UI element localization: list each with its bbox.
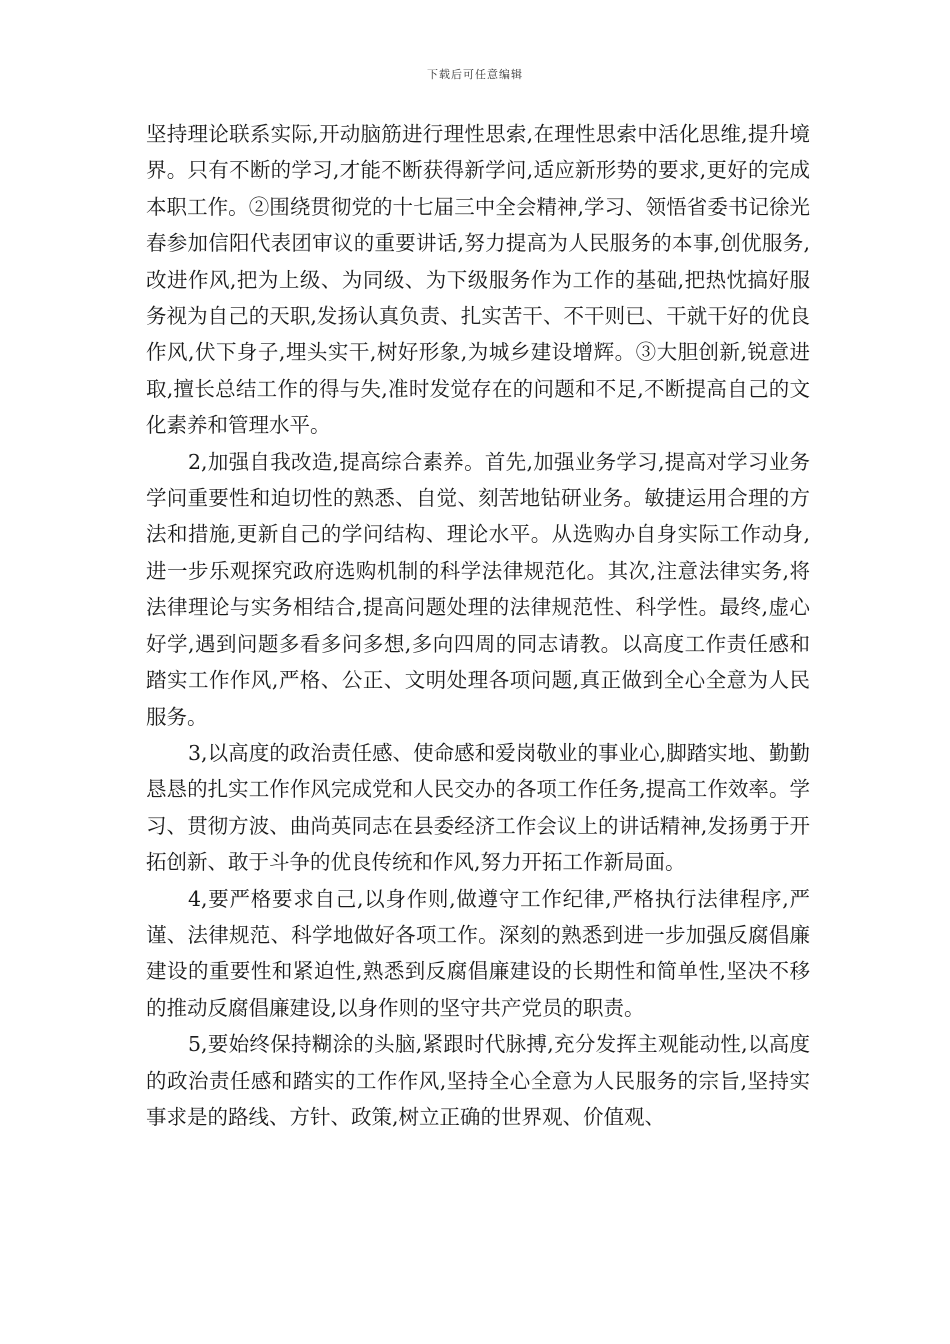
- paragraph-item-5: 5,要始终保持糊涂的头脑,紧跟时代脉搏,充分发挥主观能动性,以高度的政治责任感和踏实的工作作风,坚持全心全意为人民服务的宗旨,坚持实事求是的路线、方针、政策,树立正确的世界观、价值观、: [146, 1032, 810, 1129]
- paragraph-item-4: 4,要严格要求自己,以身作则,做遵守工作纪律,严格执行法律程序,严谨、法律规范、科学地做好各项工作。深刻的熟悉到进一步加强反腐倡廉建设的重要性和紧迫性,熟悉到反腐倡廉建设的长期性和简单性,坚决不移的推动反腐倡廉建设,以身作则的坚守共产党员的职责。: [146, 886, 810, 1020]
- page-header-watermark: 下载后可任意编辑: [427, 68, 523, 81]
- paragraph-item-2: 2,加强自我改造,提高综合素养。首先,加强业务学习,提高对学习业务学问重要性和迫切性的熟悉、自觉、刻苦地钻研业务。敏捷运用合理的方法和措施,更新自己的学问结构、理论水平。从选购办自身实际工作动身,进一步乐观探究政府选购机制的科学法律规范化。其次,注意法律实务,将法律理论与实务相结合,提高问题处理的法律规范性、科学性。最终,虚心好学,遇到问题多看多问多想,多向四周的同志请教。以高度工作责任感和踏实工作作风,严格、公正、文明处理各项问题,真正做到全心全意为人民服务。: [146, 449, 810, 729]
- document-body: [146, 116, 810, 1135]
- paragraph-continuation: 坚持理论联系实际,开动脑筋进行理性思索,在理性思索中活化思维,提升境界。只有不断的学习,才能不断获得新学问,适应新形势的要求,更好的完成本职工作。②围绕贯彻党的十七届三中全会精神,学习、领悟省委书记徐光春参加信阳代表团审议的重要讲话,努力提高为人民服务的本事,创优服务,改进作风,把为上级、为同级、为下级服务作为工作的基础,把热忱搞好服务视为自己的天职,发扬认真负责、扎实苦干、不干则已、干就干好的优良作风,伏下身子,埋头实干,树好形象,为城乡建设增辉。③大胆创新,锐意进取,擅长总结工作的得与失,准时发觉存在的问题和不足,不断提高自己的文化素养和管理水平。: [146, 122, 810, 438]
- paragraph-item-3: 3,以高度的政治责任感、使命感和爱岗敬业的事业心,脚踏实地、勤勤恳恳的扎实工作作风完成党和人民交办的各项工作任务,提高工作效率。学习、贯彻方波、曲尚英同志在县委经济工作会议上的讲话精神,发扬勇于开拓创新、敢于斗争的优良传统和作风,努力开拓工作新局面。: [146, 740, 810, 875]
